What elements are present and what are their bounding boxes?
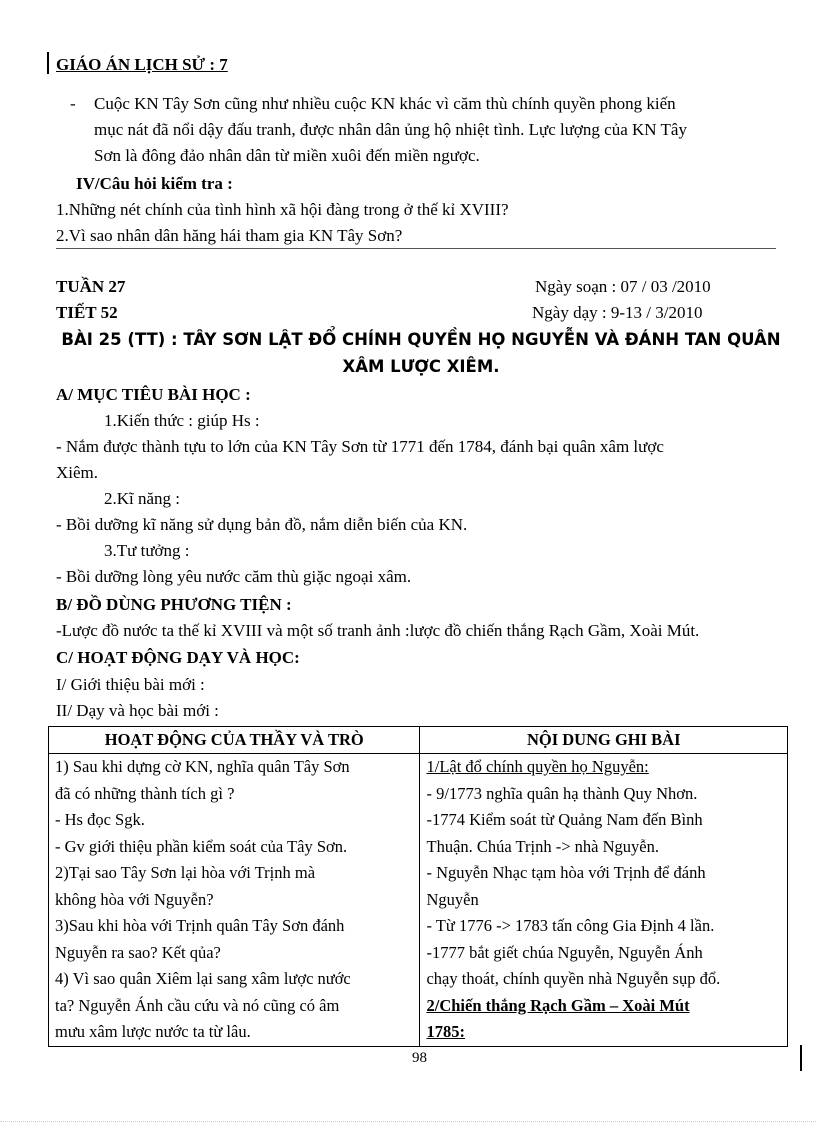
margin-bar-bottom [800, 1045, 802, 1071]
period-label: TIẾT 52 [56, 303, 118, 322]
check-question-1: 1.Những nét chính của tình hình xã hội đàng trong ở thế kỉ XVIII? [56, 200, 509, 219]
teach-date-value: 9-13 / 3/2010 [610, 303, 703, 322]
lesson-title-line-1: BÀI 25 (TT) : TÂY SƠN LẬT ĐỔ CHÍNH QUYỀN HỌ NGUYỄN VÀ ĐÁNH TAN QUÂN [61, 330, 781, 349]
prep-date-value: 07 / 03 /2010 [620, 277, 711, 296]
right-line-6: Nguyễn [426, 889, 479, 909]
left-line-2: đã có những thành tích gì ? [55, 783, 235, 803]
week-label: TUẦN 27 [56, 277, 126, 296]
attitude-text: - Bồi dưỡng lòng yêu nước căm thù giặc ngoại xâm. [56, 567, 412, 586]
intro-dash: - [70, 94, 76, 113]
left-line-1: 1) Sau khi dựng cờ KN, nghĩa quân Tây Sơn [55, 757, 350, 776]
prep-date-label: Ngày soạn : [535, 277, 621, 296]
section-divider [56, 248, 776, 249]
left-line-4: - Gv giới thiệu phần kiểm soát của Tây Sơn. [55, 836, 348, 856]
knowledge-line-1: - Nắm được thành tựu to lớn của KN Tây Sơn từ 1771 đến 1784, đánh bại quân xâm lược [56, 437, 664, 456]
margin-bar-top [47, 52, 49, 74]
lesson-title-line-2: XÂM LƯỢC XIÊM. [342, 357, 500, 376]
skill-text: - Bồi dưỡng kĩ năng sử dụng bản đồ, nắm diễn biến của KN. [56, 515, 468, 534]
right-line-5: - Nguyễn Nhạc tạm hòa với Trịnh để đánh [426, 863, 706, 882]
intro-line-2: mục nát đã nổi dậy đấu tranh, được nhân dân ủng hộ nhiệt tình. Lực lượng của KN Tây [94, 120, 687, 139]
right-line-11: 1785: [426, 1022, 465, 1041]
right-line-4: Thuận. Chúa Trịnh -> nhà Nguyễn. [426, 836, 659, 856]
materials-text: -Lược đồ nước ta thế kỉ XVIII và một số tranh ảnh :lược đồ chiến thắng Rạch Gầm, Xoài Mút. [56, 621, 700, 640]
prep-date-row [535, 277, 711, 297]
left-line-7: 3)Sau khi hòa với Trịnh quân Tây Sơn đánh [55, 916, 345, 935]
skill-label: 2.Kĩ năng : [104, 489, 181, 508]
check-heading: IV/Câu hỏi kiểm tra : [76, 174, 233, 193]
teach-date-label: Ngày dạy : [532, 303, 611, 322]
left-line-9: 4) Vì sao quân Xiêm lại sang xâm lược nước [55, 969, 351, 988]
column-header-activities: HOẠT ĐỘNG CỦA THẦY VÀ TRÒ [49, 727, 420, 754]
left-line-10: ta? Nguyễn Ánh cầu cứu và nó cũng có âm [55, 995, 340, 1015]
right-line-3: -1774 Kiểm soát từ Quảng Nam đến Bình [426, 810, 703, 829]
page-edge [0, 1121, 816, 1122]
lesson-content-column [420, 754, 788, 1047]
right-line-7: - Từ 1776 -> 1783 tấn công Gia Định 4 lần. [426, 916, 715, 935]
right-line-2: - 9/1773 nghĩa quân hạ thành Quy Nhơn. [426, 783, 698, 803]
right-line-1: 1/Lật đổ chính quyền họ Nguyễn: [426, 757, 649, 776]
page-number: 98 [412, 1050, 427, 1066]
left-line-3: - Hs đọc Sgk. [55, 810, 145, 829]
intro-line-1: Cuộc KN Tây Sơn cũng như nhiều cuộc KN khác vì căm thù chính quyền phong kiến [94, 94, 676, 113]
left-line-5: 2)Tại sao Tây Sơn lại hòa với Trịnh mà [55, 863, 316, 882]
teacher-student-column [49, 754, 420, 1047]
activity-teach-item: II/ Dạy và học bài mới : [56, 701, 219, 720]
knowledge-line-2: Xiêm. [56, 463, 99, 482]
lesson-table [48, 726, 788, 1047]
attitude-label: 3.Tư tưởng : [104, 541, 190, 560]
intro-line-3: Sơn là đông đảo nhân dân từ miền xuôi đến miền ngược. [94, 146, 480, 165]
left-line-11: mưu xâm lược nước ta từ lâu. [55, 1022, 251, 1041]
materials-heading: B/ ĐỒ DÙNG PHƯƠNG TIỆN : [56, 595, 292, 614]
right-line-9: chạy thoát, chính quyền nhà Nguyễn sụp đổ. [426, 969, 721, 988]
right-line-8: -1777 bắt giết chúa Nguyễn, Nguyễn Ánh [426, 942, 703, 962]
check-question-2: 2.Vì sao nhân dân hăng hái tham gia KN Tây Sơn? [56, 226, 403, 245]
objectives-heading: A/ MỤC TIÊU BÀI HỌC : [56, 385, 251, 404]
left-line-6: không hòa với Nguyễn? [55, 889, 214, 909]
document-header: GIÁO ÁN LỊCH SỬ : 7 [56, 55, 228, 74]
teach-date-row [532, 303, 702, 323]
activity-intro-item: I/ Giới thiệu bài mới : [56, 675, 205, 694]
knowledge-label: 1.Kiến thức : giúp Hs : [104, 411, 260, 430]
activities-heading: C/ HOẠT ĐỘNG DẠY VÀ HỌC: [56, 648, 300, 667]
right-line-10: 2/Chiến thắng Rạch Gầm – Xoài Mút [426, 995, 690, 1015]
left-line-8: Nguyễn ra sao? Kết qủa? [55, 942, 221, 962]
column-header-content: NỘI DUNG GHI BÀI [420, 727, 788, 754]
